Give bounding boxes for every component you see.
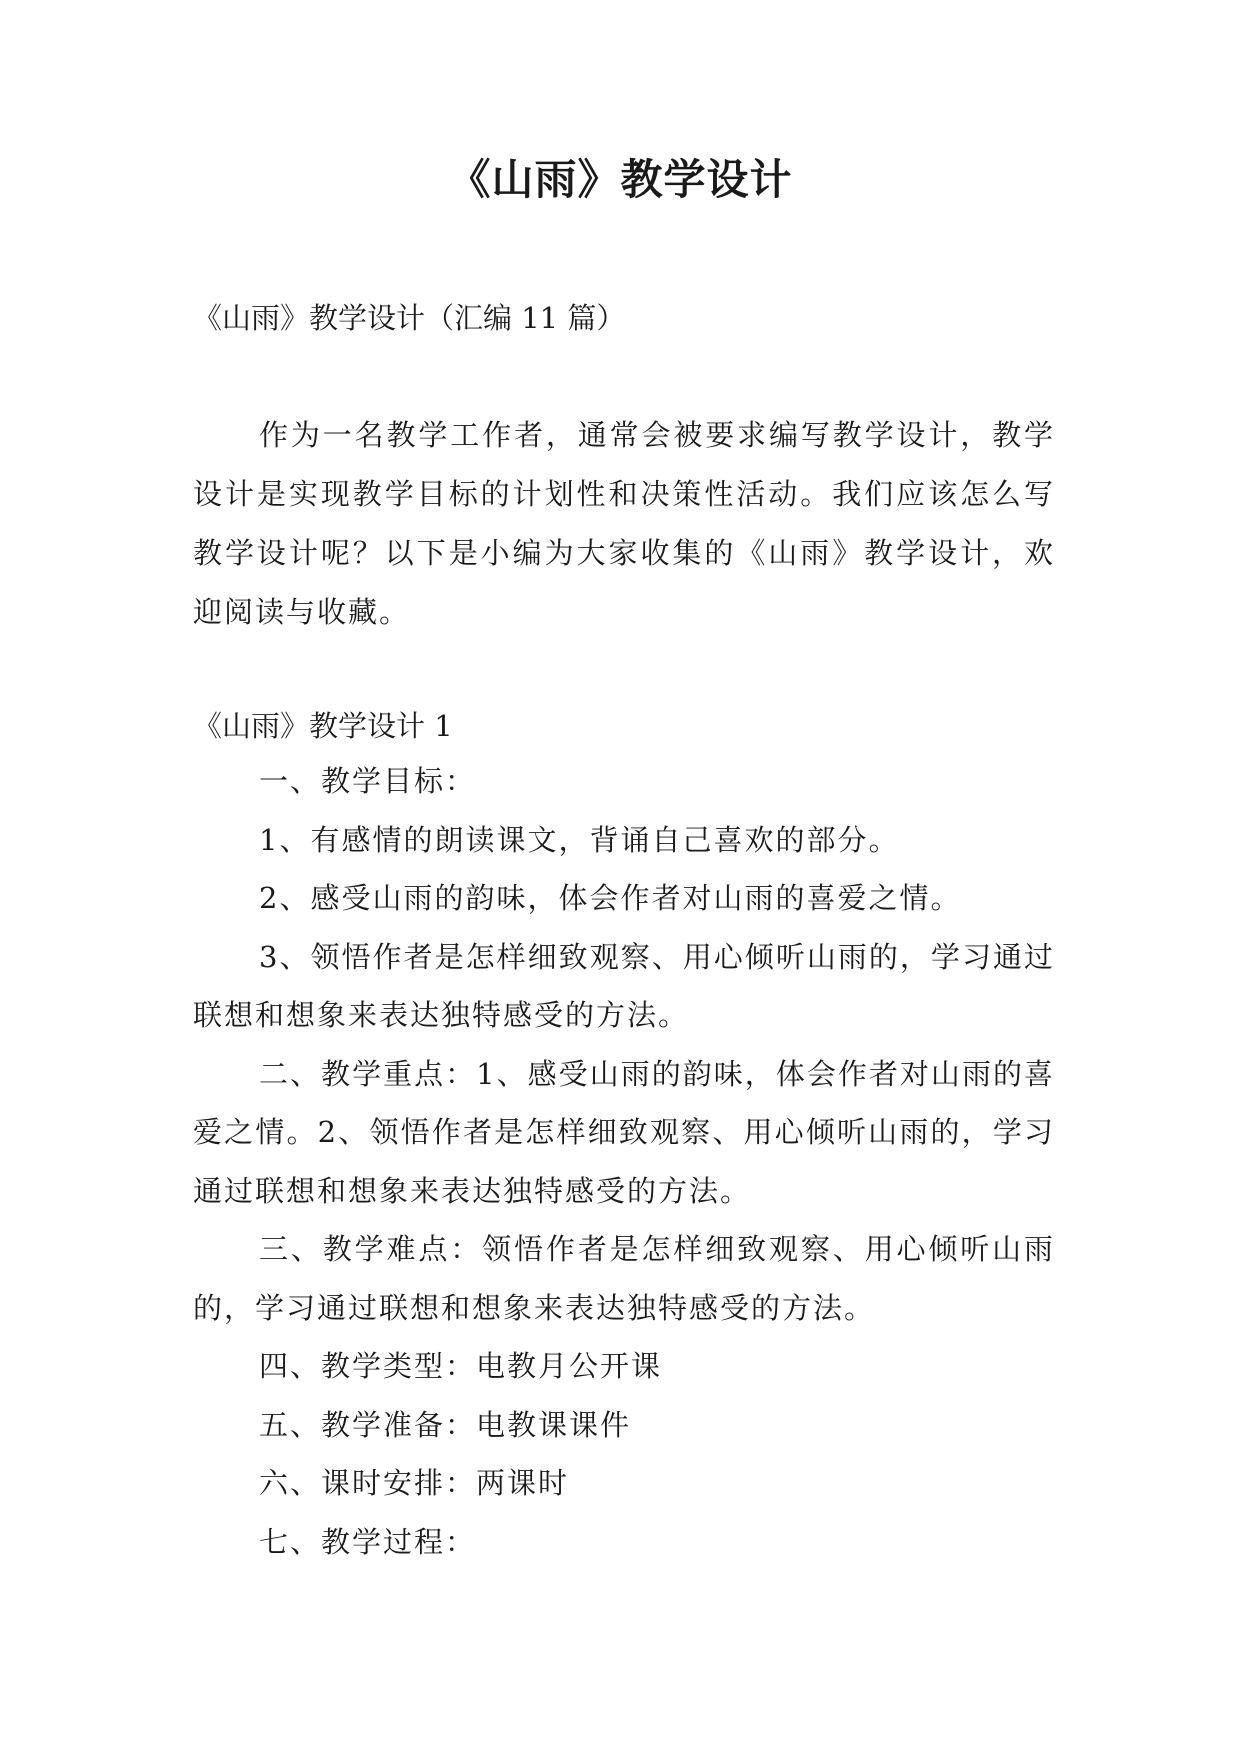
document-subtitle: 《山雨》教学设计（汇编 11 篇） xyxy=(193,301,626,335)
class-schedule: 六、课时安排：两课时 xyxy=(259,1466,570,1500)
document-title: 《山雨》教学设计 xyxy=(448,155,793,204)
teaching-type: 四、教学类型：电教月公开课 xyxy=(259,1349,663,1383)
section-content xyxy=(193,752,1055,1571)
objective-item-2: 2、感受山雨的韵味，体会作者对山雨的喜爱之情。 xyxy=(259,881,962,915)
teaching-key-points: 二、教学重点：1、感受山雨的韵味，体会作者对山雨的喜爱之情。2、领悟作者是怎样细致观察、用心倾听山雨的，学习通过联想和想象来表达独特感受的方法。 xyxy=(193,1056,1055,1208)
teaching-difficulties: 三、教学难点：领悟作者是怎样细致观察、用心倾听山雨的，学习通过联想和想象来表达独特感受的方法。 xyxy=(193,1232,1055,1325)
objective-item-3: 3、领悟作者是怎样细致观察、用心倾听山雨的，学习通过联想和想象来表达独特感受的方法。 xyxy=(193,939,1055,1032)
intro-paragraph: 作为一名教学工作者，通常会被要求编写教学设计，教学设计是实现教学目标的计划性和决策性活动。我们应该怎么写教学设计呢？以下是小编为大家收集的《山雨》教学设计，欢迎阅读与收藏。 xyxy=(193,418,1055,629)
heading-teaching-objectives: 一、教学目标： xyxy=(259,764,477,798)
section-title: 《山雨》教学设计 1 xyxy=(193,709,453,743)
teaching-preparation: 五、教学准备：电教课课件 xyxy=(259,1407,632,1442)
heading-teaching-process: 七、教学过程： xyxy=(259,1524,477,1559)
objective-item-1: 1、有感情的朗读课文，背诵自己喜欢的部分。 xyxy=(259,822,900,857)
